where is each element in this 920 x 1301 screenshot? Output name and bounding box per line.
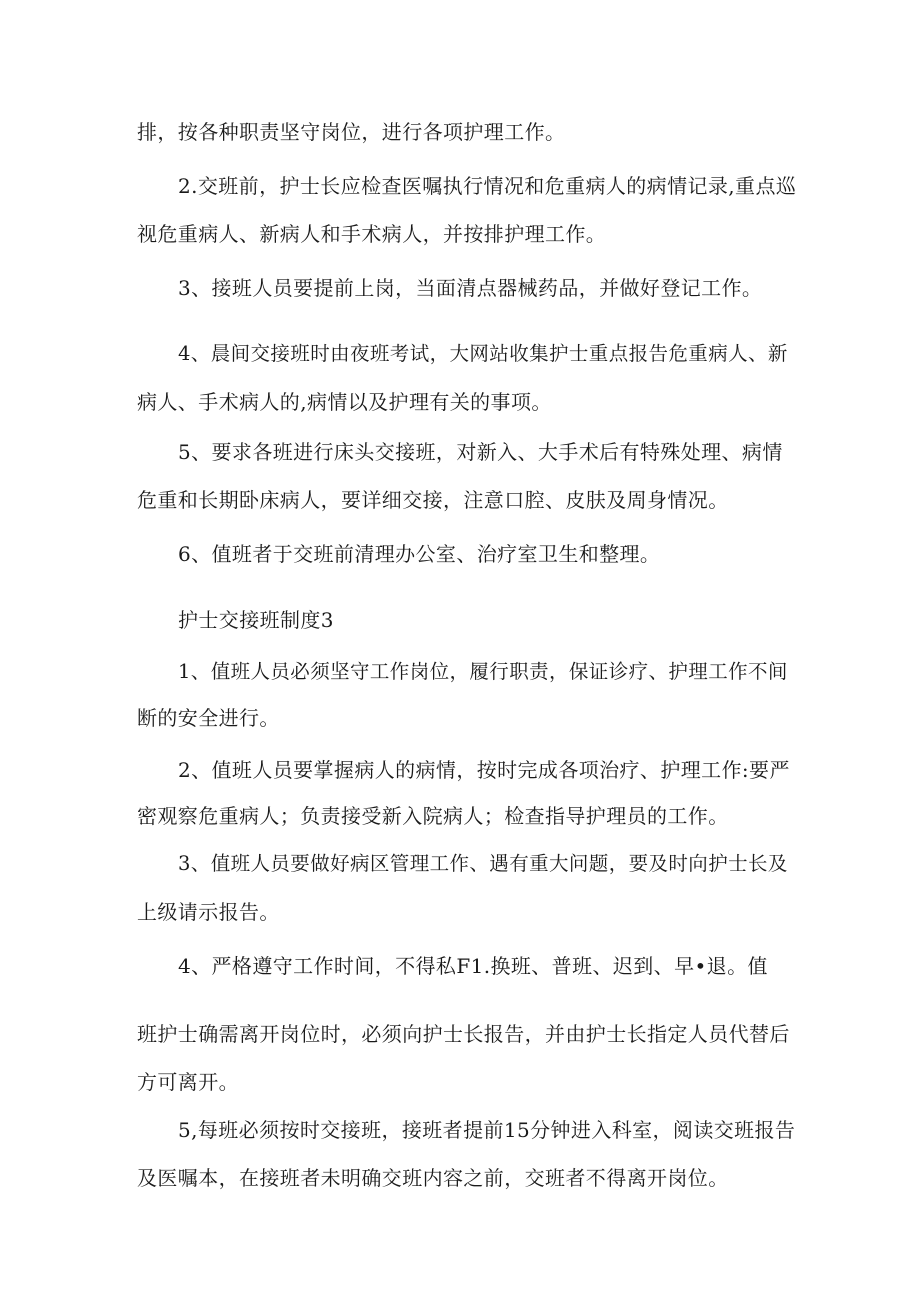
section-heading: 护士交接班制度3 <box>178 608 334 632</box>
paragraph-line: 4、严格遵守工作时间，不得私F1.换班、普班、迟到、早•退。值 <box>178 954 768 978</box>
paragraph-line: 病人、手术病人的,病情以及护理有关的事项。 <box>137 390 552 414</box>
paragraph-line: 2.交班前，护士长应检查医嘱执行情况和危重病人的病情记录,重点巡 <box>178 174 797 198</box>
paragraph-line: 视危重病人、新病人和手术病人，并按排护理工作。 <box>137 222 607 246</box>
paragraph-line: 2、值班人员要掌握病人的病情，按时完成各项治疗、护理工作:要严 <box>178 758 790 782</box>
paragraph-line: 班护士确需离开岗位时，必须向护士长报告，并由护士长指定人员代替后 <box>137 1022 790 1046</box>
paragraph-line: 3、接班人员要提前上岗，当面清点器械药品，并做好登记工作。 <box>178 276 763 300</box>
paragraph-line: 上级请示报告。 <box>137 900 280 924</box>
paragraph-line: 3、值班人员要做好病区管理工作、遇有重大问题，要及时向护士长及 <box>178 852 788 875</box>
paragraph-line: 1、值班人员必须坚守工作岗位，履行职责，保证诊疗、护理工作不间 <box>178 660 788 683</box>
paragraph-line: 方可离开。 <box>137 1070 239 1094</box>
paragraph-line: 及医嘱本，在接班者未明确交班内容之前，交班者不得离开岗位。 <box>137 1166 729 1190</box>
paragraph-line: 5、要求各班进行床头交接班，对新入、大手术后有特殊处理、病情 <box>178 440 783 464</box>
paragraph-line: 危重和长期卧床病人，要详细交接，注意口腔、皮肤及周身情况。 <box>137 488 729 512</box>
paragraph-line: 4、晨间交接班时由夜班考试，大网站收集护士重点报告危重病人、新 <box>178 342 788 365</box>
paragraph-line: 6、值班者于交班前清理办公室、治疗室卫生和整理。 <box>178 542 661 566</box>
paragraph-line: 断的安全进行。 <box>137 706 280 730</box>
paragraph-line: 密观察危重病人；负责接受新入院病人；检查指导护理员的工作。 <box>137 804 729 828</box>
paragraph-line: 排，按各种职责坚守岗位，进行各项护理工作。 <box>137 120 566 144</box>
paragraph-line: 5,每班必须按时交接班，接班者提前15分钟进入科室，阅读交班报告 <box>178 1118 796 1142</box>
